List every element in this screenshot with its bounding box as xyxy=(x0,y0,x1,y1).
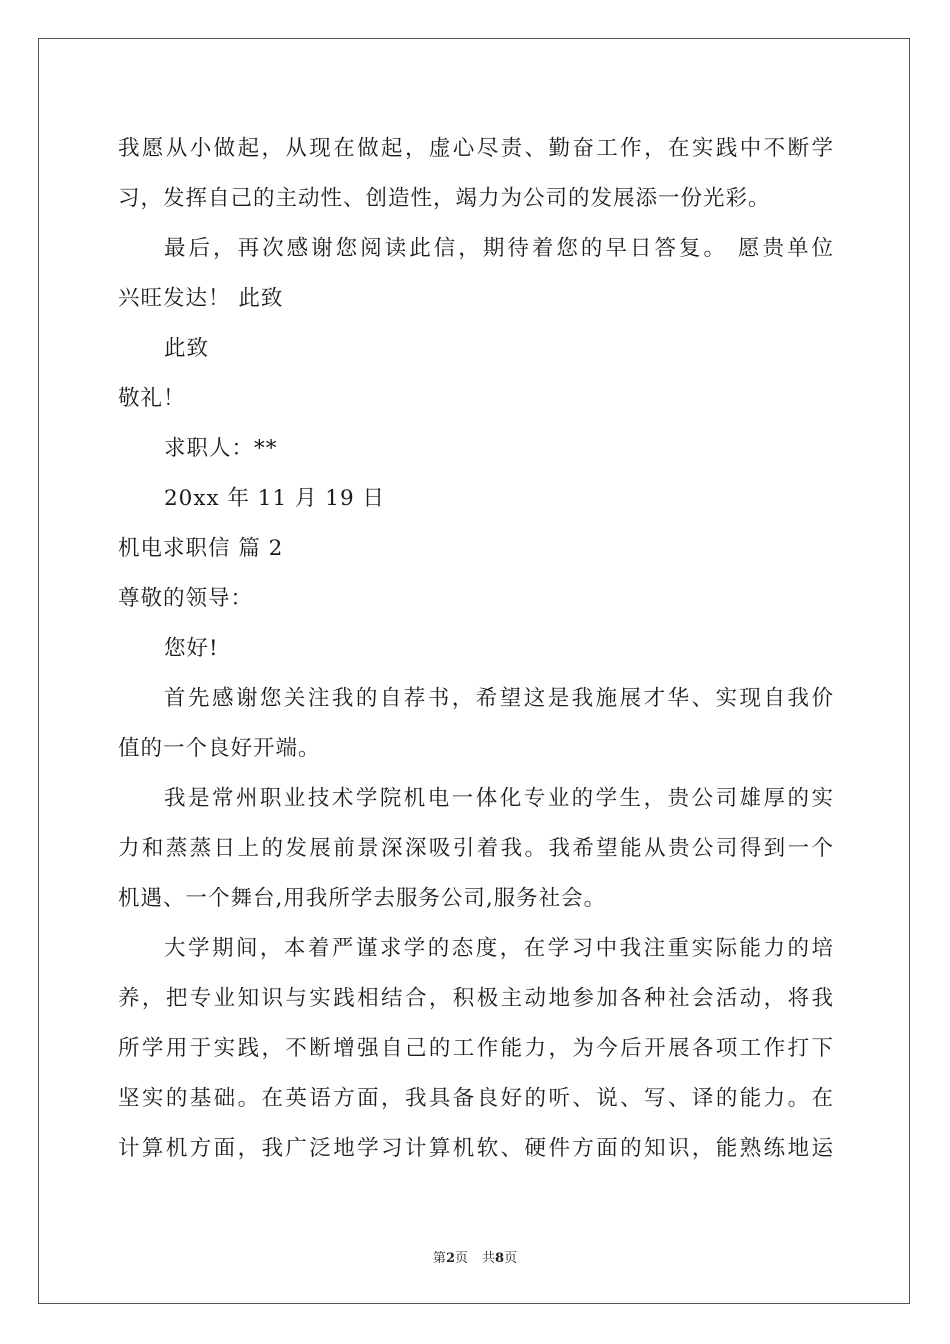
page-current: 2 xyxy=(445,1251,455,1266)
paragraph-line: 坚实的基础。在英语方面，我具备良好的听、说、写、译的能力。在 xyxy=(118,1086,834,1111)
page-total: 8 xyxy=(495,1251,505,1266)
signature: 求职人：** xyxy=(164,436,278,461)
letter-body xyxy=(118,124,834,1174)
paragraph-line: 我愿从小做起，从现在做起，虚心尽责、勤奋工作，在实践中不断学 xyxy=(118,136,834,161)
total-prefix: 共 xyxy=(482,1251,496,1266)
paragraph-line: 计算机方面，我广泛地学习计算机软、硬件方面的知识，能熟练地运 xyxy=(118,1136,834,1161)
page-prefix: 第 xyxy=(432,1251,446,1266)
paragraph-line: 兴旺发达！ 此致 xyxy=(118,286,284,311)
section-heading: 机电求职信 篇 2 xyxy=(118,536,284,561)
paragraph-line: 最后，再次感谢您阅读此信，期待着您的早日答复。 愿贵单位 xyxy=(164,236,834,261)
paragraph-line: 机遇、一个舞台,用我所学去服务公司,服务社会。 xyxy=(118,886,607,911)
paragraph-line: 力和蒸蒸日上的发展前景深深吸引着我。我希望能从贵公司得到一个 xyxy=(118,836,834,861)
paragraph-line: 养，把专业知识与实践相结合，积极主动地参加各种社会活动，将我 xyxy=(118,986,834,1011)
paragraph-line: 大学期间，本着严谨求学的态度，在学习中我注重实际能力的培 xyxy=(164,936,834,961)
paragraph-line: 首先感谢您关注我的自荐书，希望这是我施展才华、实现自我价 xyxy=(164,686,834,711)
salutation-close: 敬礼！ xyxy=(118,386,186,411)
total-suffix: 页 xyxy=(504,1251,518,1266)
paragraph-line: 习，发挥自己的主动性、创造性，竭力为公司的发展添一份光彩。 xyxy=(118,186,771,211)
paragraph-line: 我是常州职业技术学院机电一体化专业的学生，贵公司雄厚的实 xyxy=(164,786,834,811)
page-footer xyxy=(0,1247,950,1266)
greeting: 您好! xyxy=(164,636,219,661)
closing-phrase: 此致 xyxy=(164,336,210,361)
letter-date: 20xx 年 11 月 19 日 xyxy=(164,486,385,511)
paragraph-line: 所学用于实践，不断增强自己的工作能力，为今后开展各项工作打下 xyxy=(118,1036,834,1061)
salutation: 尊敬的领导： xyxy=(118,586,254,611)
page-suffix: 页 xyxy=(454,1251,468,1266)
paragraph-line: 值的一个良好开端。 xyxy=(118,736,321,761)
